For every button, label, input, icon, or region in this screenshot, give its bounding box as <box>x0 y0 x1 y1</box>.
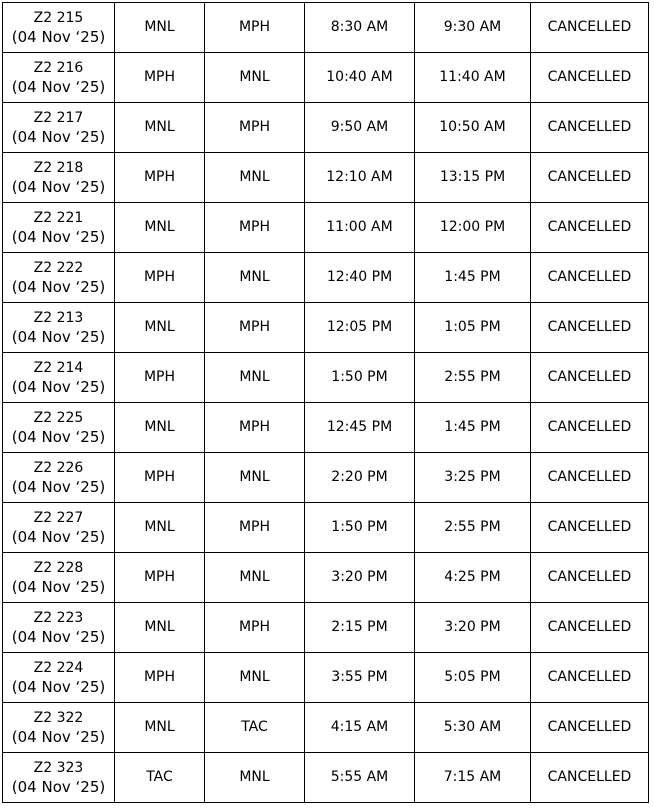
destination-cell: TAC <box>205 703 305 753</box>
destination-cell: MPH <box>205 503 305 553</box>
flight-date: (04 Nov ‘25) <box>11 727 106 746</box>
flight-number: Z2 224 <box>33 659 84 676</box>
flight-date: (04 Nov ‘25) <box>11 477 106 496</box>
status-cell: CANCELLED <box>531 553 649 603</box>
departure-time-cell: 1:50 PM <box>305 503 415 553</box>
arrival-time-cell: 11:40 AM <box>415 53 531 103</box>
table-row <box>3 553 649 603</box>
status-cell: CANCELLED <box>531 503 649 553</box>
table-row <box>3 753 649 803</box>
status-cell: CANCELLED <box>531 703 649 753</box>
status-cell: CANCELLED <box>531 153 649 203</box>
flight-cell <box>3 53 115 103</box>
flight-cell <box>3 253 115 303</box>
flight-number: Z2 228 <box>33 559 84 576</box>
flight-cell <box>3 503 115 553</box>
origin-cell: MPH <box>115 153 205 203</box>
arrival-time-cell: 1:05 PM <box>415 303 531 353</box>
flight-date: (04 Nov ‘25) <box>11 377 106 396</box>
origin-cell: MNL <box>115 203 205 253</box>
arrival-time-cell: 5:05 PM <box>415 653 531 703</box>
table-row <box>3 453 649 503</box>
table-row <box>3 3 649 53</box>
flight-rows <box>3 3 649 803</box>
departure-time-cell: 12:10 AM <box>305 153 415 203</box>
table-row <box>3 303 649 353</box>
table-row <box>3 153 649 203</box>
flight-cell <box>3 353 115 403</box>
table-row <box>3 53 649 103</box>
departure-time-cell: 2:15 PM <box>305 603 415 653</box>
status-cell: CANCELLED <box>531 403 649 453</box>
departure-time-cell: 3:20 PM <box>305 553 415 603</box>
flight-number: Z2 223 <box>33 609 84 626</box>
departure-time-cell: 3:55 PM <box>305 653 415 703</box>
destination-cell: MPH <box>205 203 305 253</box>
table-row <box>3 653 649 703</box>
destination-cell: MNL <box>205 753 305 803</box>
flight-number: Z2 218 <box>33 159 84 176</box>
table-row <box>3 403 649 453</box>
departure-time-cell: 11:00 AM <box>305 203 415 253</box>
departure-time-cell: 8:30 AM <box>305 3 415 53</box>
flight-number: Z2 222 <box>33 259 84 276</box>
status-cell: CANCELLED <box>531 653 649 703</box>
origin-cell: MPH <box>115 353 205 403</box>
flight-cell <box>3 453 115 503</box>
arrival-time-cell: 7:15 AM <box>415 753 531 803</box>
origin-cell: MNL <box>115 503 205 553</box>
flight-date: (04 Nov ‘25) <box>11 77 106 96</box>
status-cell: CANCELLED <box>531 53 649 103</box>
flight-cell <box>3 203 115 253</box>
departure-time-cell: 12:05 PM <box>305 303 415 353</box>
flight-cell <box>3 653 115 703</box>
flight-number: Z2 213 <box>33 309 84 326</box>
origin-cell: MPH <box>115 253 205 303</box>
origin-cell: TAC <box>115 753 205 803</box>
origin-cell: MNL <box>115 703 205 753</box>
flight-number: Z2 214 <box>33 359 84 376</box>
flight-cell <box>3 753 115 803</box>
flight-number: Z2 227 <box>33 509 84 526</box>
destination-cell: MPH <box>205 403 305 453</box>
arrival-time-cell: 13:15 PM <box>415 153 531 203</box>
flight-cell <box>3 153 115 203</box>
destination-cell: MPH <box>205 3 305 53</box>
arrival-time-cell: 12:00 PM <box>415 203 531 253</box>
arrival-time-cell: 3:20 PM <box>415 603 531 653</box>
status-cell: CANCELLED <box>531 453 649 503</box>
origin-cell: MPH <box>115 653 205 703</box>
flight-number: Z2 217 <box>33 109 84 126</box>
flight-cell <box>3 303 115 353</box>
destination-cell: MNL <box>205 53 305 103</box>
origin-cell: MPH <box>115 453 205 503</box>
destination-cell: MNL <box>205 153 305 203</box>
table-row <box>3 603 649 653</box>
status-cell: CANCELLED <box>531 253 649 303</box>
flight-date: (04 Nov ‘25) <box>11 277 106 296</box>
arrival-time-cell: 5:30 AM <box>415 703 531 753</box>
flight-number: Z2 215 <box>33 9 84 26</box>
destination-cell: MNL <box>205 653 305 703</box>
flight-date: (04 Nov ‘25) <box>11 327 106 346</box>
flight-cell <box>3 103 115 153</box>
departure-time-cell: 2:20 PM <box>305 453 415 503</box>
arrival-time-cell: 1:45 PM <box>415 253 531 303</box>
destination-cell: MNL <box>205 553 305 603</box>
table-row <box>3 203 649 253</box>
table-row <box>3 503 649 553</box>
flight-date: (04 Nov ‘25) <box>11 527 106 546</box>
status-cell: CANCELLED <box>531 353 649 403</box>
destination-cell: MNL <box>205 253 305 303</box>
flight-cell <box>3 603 115 653</box>
table-row <box>3 253 649 303</box>
table-row <box>3 703 649 753</box>
flight-date: (04 Nov ‘25) <box>11 127 106 146</box>
destination-cell: MNL <box>205 453 305 503</box>
origin-cell: MPH <box>115 53 205 103</box>
flight-date: (04 Nov ‘25) <box>11 177 106 196</box>
origin-cell: MNL <box>115 603 205 653</box>
status-cell: CANCELLED <box>531 603 649 653</box>
origin-cell: MPH <box>115 553 205 603</box>
table-row <box>3 353 649 403</box>
arrival-time-cell: 1:45 PM <box>415 403 531 453</box>
status-cell: CANCELLED <box>531 3 649 53</box>
flight-date: (04 Nov ‘25) <box>11 27 106 46</box>
status-cell: CANCELLED <box>531 753 649 803</box>
flight-cell <box>3 403 115 453</box>
table-row <box>3 103 649 153</box>
destination-cell: MPH <box>205 603 305 653</box>
flight-date: (04 Nov ‘25) <box>11 777 106 796</box>
departure-time-cell: 9:50 AM <box>305 103 415 153</box>
destination-cell: MPH <box>205 103 305 153</box>
flight-date: (04 Nov ‘25) <box>11 677 106 696</box>
departure-time-cell: 1:50 PM <box>305 353 415 403</box>
status-cell: CANCELLED <box>531 303 649 353</box>
flight-cell <box>3 553 115 603</box>
arrival-time-cell: 10:50 AM <box>415 103 531 153</box>
departure-time-cell: 12:45 PM <box>305 403 415 453</box>
flight-number: Z2 221 <box>33 209 84 226</box>
origin-cell: MNL <box>115 403 205 453</box>
flight-cell <box>3 3 115 53</box>
status-cell: CANCELLED <box>531 103 649 153</box>
arrival-time-cell: 3:25 PM <box>415 453 531 503</box>
origin-cell: MNL <box>115 303 205 353</box>
flight-date: (04 Nov ‘25) <box>11 427 106 446</box>
flight-date: (04 Nov ‘25) <box>11 627 106 646</box>
flight-cell <box>3 703 115 753</box>
departure-time-cell: 10:40 AM <box>305 53 415 103</box>
flight-date: (04 Nov ‘25) <box>11 227 106 246</box>
departure-time-cell: 4:15 AM <box>305 703 415 753</box>
destination-cell: MPH <box>205 303 305 353</box>
departure-time-cell: 12:40 PM <box>305 253 415 303</box>
arrival-time-cell: 4:25 PM <box>415 553 531 603</box>
origin-cell: MNL <box>115 103 205 153</box>
destination-cell: MNL <box>205 353 305 403</box>
origin-cell: MNL <box>115 3 205 53</box>
flight-number: Z2 225 <box>33 409 84 426</box>
flight-number: Z2 323 <box>33 759 84 776</box>
arrival-time-cell: 2:55 PM <box>415 353 531 403</box>
status-cell: CANCELLED <box>531 203 649 253</box>
flight-number: Z2 216 <box>33 59 84 76</box>
arrival-time-cell: 2:55 PM <box>415 503 531 553</box>
departure-time-cell: 5:55 AM <box>305 753 415 803</box>
flight-number: Z2 322 <box>33 709 84 726</box>
flight-date: (04 Nov ‘25) <box>11 577 106 596</box>
flight-schedule-table <box>2 2 649 803</box>
arrival-time-cell: 9:30 AM <box>415 3 531 53</box>
flight-number: Z2 226 <box>33 459 84 476</box>
